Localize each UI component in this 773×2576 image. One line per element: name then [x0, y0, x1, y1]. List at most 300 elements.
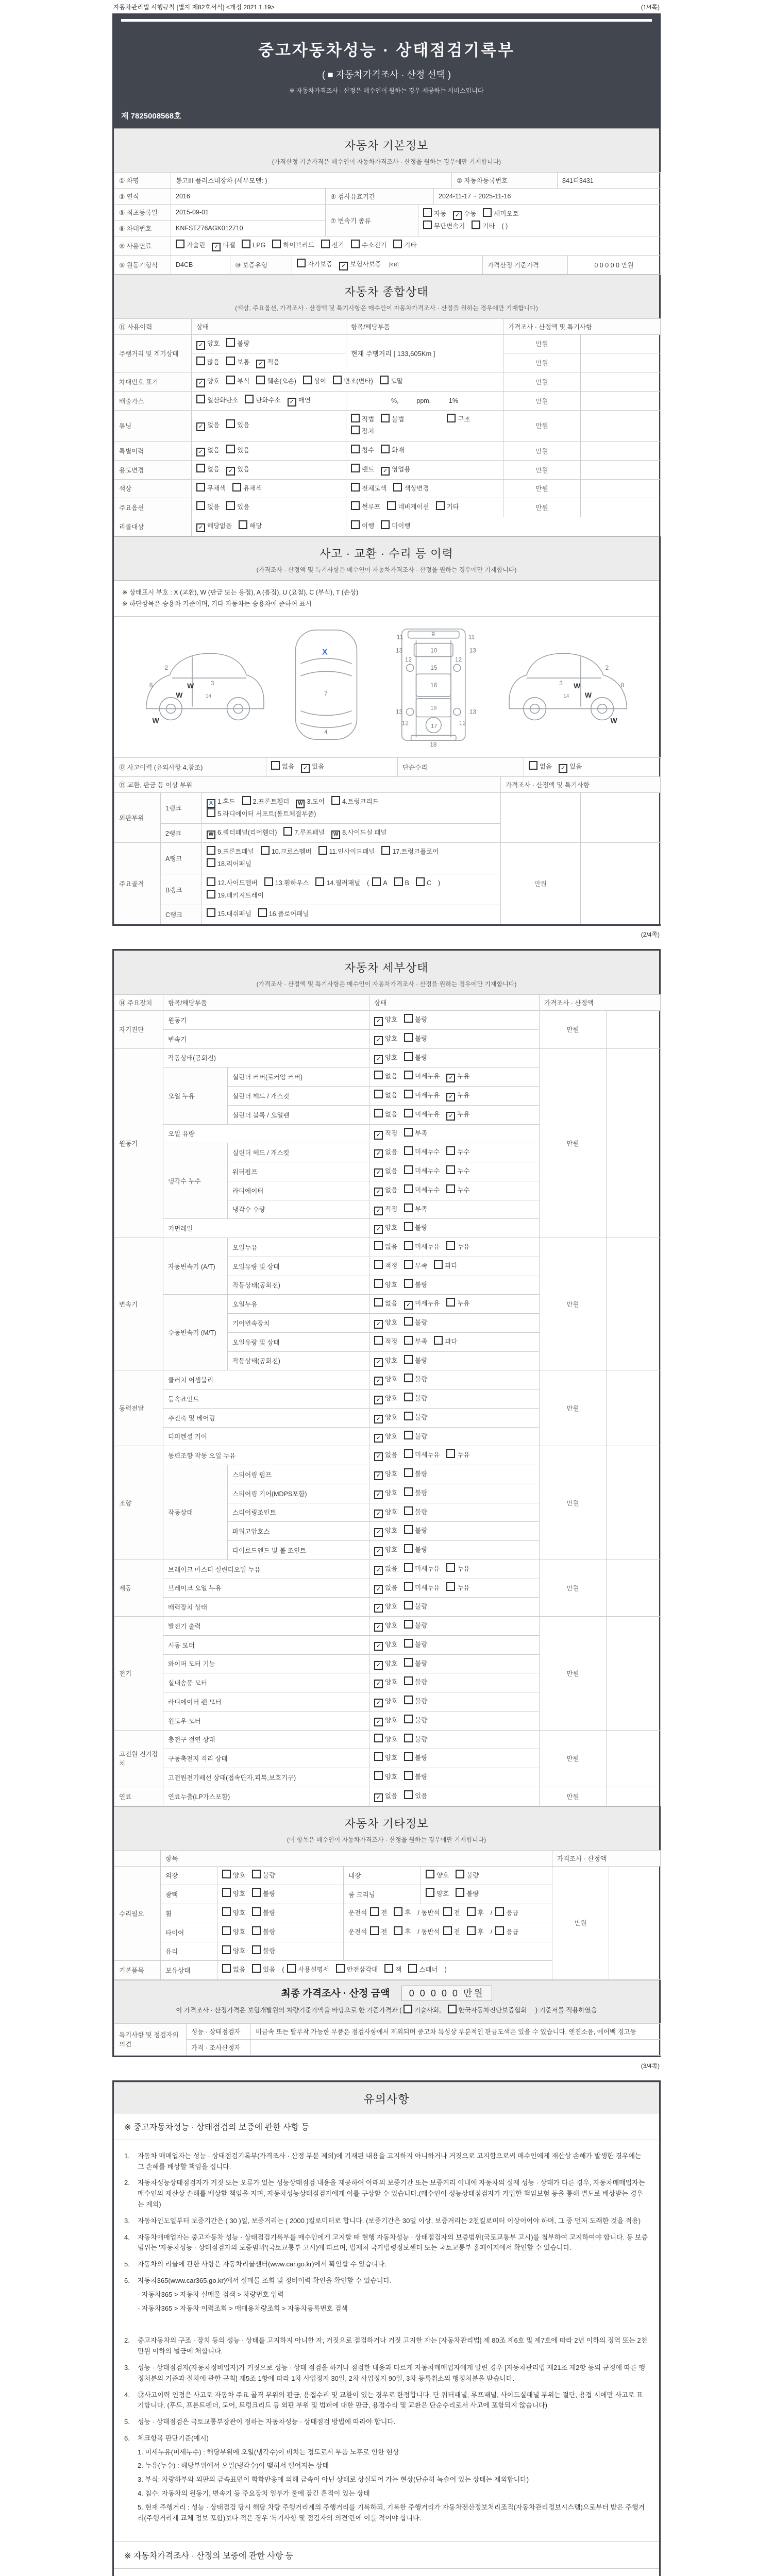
basic-info-row-1 [114, 172, 661, 189]
checkbox-label: 과다 [445, 1337, 458, 1345]
checkbox[interactable] [351, 464, 360, 472]
checkbox-label: 유채색 [243, 484, 262, 492]
checkbox[interactable] [207, 846, 215, 855]
checkbox[interactable]: ✓ [446, 1074, 455, 1082]
checkbox[interactable] [252, 1907, 261, 1916]
checkbox[interactable]: ✓ [196, 379, 205, 387]
checkbox[interactable] [261, 846, 270, 855]
checkbox[interactable] [446, 1184, 455, 1193]
checkbox[interactable] [443, 1907, 452, 1916]
checkbox[interactable] [404, 1715, 413, 1723]
checkbox-option [226, 464, 249, 476]
svg-text:3: 3 [559, 679, 563, 687]
checkbox[interactable] [196, 357, 205, 365]
checkbox[interactable] [381, 445, 390, 453]
checkbox-label: 잭 [395, 1966, 402, 1974]
checkbox-option [297, 259, 332, 271]
checkbox[interactable] [456, 1888, 464, 1897]
checkbox[interactable]: ✓ [374, 1528, 383, 1537]
checkbox[interactable] [394, 1907, 402, 1916]
checkbox[interactable] [404, 1109, 413, 1117]
checkbox[interactable] [318, 846, 327, 855]
checkbox[interactable]: ✓ [226, 467, 235, 476]
checkbox[interactable]: W [296, 800, 305, 808]
checkbox-label: 불량 [415, 1527, 428, 1535]
checkbox-option [423, 208, 446, 221]
checkbox[interactable] [404, 1184, 413, 1193]
checkbox-option [404, 1374, 427, 1386]
label-cell: 주요골격 [114, 843, 161, 924]
checkbox[interactable] [404, 1506, 413, 1515]
checkbox[interactable] [264, 877, 273, 886]
label-fuel: ⑧ 사용연료 [114, 236, 171, 256]
checkbox[interactable] [446, 1449, 455, 1458]
status-cell [217, 1923, 344, 1942]
checkbox-label: 양호 [385, 1508, 398, 1516]
checkbox[interactable] [436, 501, 445, 510]
checkbox[interactable] [315, 877, 324, 886]
checkbox[interactable] [252, 1870, 261, 1878]
text-token: / 동반석 [417, 1928, 440, 1936]
checkbox[interactable] [404, 2005, 412, 2013]
label-inspection-period: ④ 검사유효기간 [326, 189, 434, 205]
checkbox[interactable] [404, 1146, 413, 1155]
status-cell [369, 1446, 540, 1465]
checkbox[interactable]: ✓ [374, 1149, 383, 1158]
checkbox[interactable] [258, 908, 267, 917]
checkbox[interactable] [333, 376, 342, 384]
checkbox[interactable] [245, 395, 254, 403]
checkbox[interactable] [404, 1752, 413, 1761]
checkbox-label: 불량 [263, 1928, 276, 1936]
checkbox[interactable] [351, 501, 360, 510]
status-cell [369, 1635, 540, 1654]
checkbox[interactable] [374, 1336, 383, 1345]
checkbox[interactable]: ✓ [374, 1718, 383, 1726]
checkbox-label: 4.트렁크리드 [342, 798, 379, 805]
checkbox[interactable]: ✓ [374, 1623, 383, 1632]
checkbox[interactable]: ✓ [374, 1168, 383, 1177]
checkbox-option [416, 877, 431, 890]
checkbox[interactable] [404, 1468, 413, 1477]
checkbox[interactable] [381, 414, 390, 422]
checkbox[interactable]: ✓ [404, 1301, 413, 1310]
checkbox[interactable]: ✓ [374, 1471, 383, 1480]
checkbox[interactable] [252, 1888, 261, 1897]
checkbox[interactable] [404, 1071, 413, 1079]
checkbox[interactable] [404, 1033, 413, 1042]
checkbox[interactable]: ✓ [559, 764, 567, 773]
checkbox-option [374, 1014, 397, 1026]
checkbox-option [404, 1525, 427, 1537]
checkbox[interactable] [446, 1146, 455, 1155]
checkbox[interactable] [434, 1336, 443, 1345]
table-row [114, 1560, 661, 1579]
checkbox[interactable]: ✓ [374, 1604, 383, 1613]
checkbox[interactable] [226, 419, 235, 428]
status-cell [369, 1011, 540, 1030]
checkbox[interactable] [374, 1241, 383, 1250]
checkbox[interactable] [351, 414, 360, 422]
checkbox[interactable] [207, 908, 215, 917]
checkbox[interactable]: ✓ [196, 448, 205, 456]
checkbox[interactable] [404, 1317, 413, 1326]
checkbox-label: 전 [381, 1928, 388, 1936]
label-cell: 변속기 [163, 1029, 369, 1048]
checkbox[interactable] [447, 414, 456, 422]
checkbox[interactable] [404, 1582, 413, 1591]
checkbox[interactable] [404, 1090, 413, 1098]
checkbox[interactable] [404, 1525, 413, 1534]
checkbox[interactable] [434, 1260, 443, 1269]
value-cell: 만원 [503, 460, 581, 479]
checkbox-option [196, 445, 220, 457]
checkbox[interactable] [226, 376, 235, 384]
checkbox[interactable]: ✓ [381, 467, 390, 476]
checkbox[interactable] [252, 1926, 261, 1935]
checkbox[interactable] [495, 1907, 504, 1916]
checkbox[interactable]: ✓ [374, 1377, 383, 1385]
svg-text:7: 7 [324, 689, 328, 697]
checkbox[interactable]: ✓ [288, 398, 296, 406]
checkbox[interactable]: ✓ [374, 1642, 383, 1651]
checkbox[interactable] [404, 1696, 413, 1704]
label-cell: 동력전달 [114, 1370, 163, 1446]
checkbox-label: 스패너 [419, 1966, 438, 1974]
warranty-options [292, 255, 483, 274]
checkbox-option [283, 827, 325, 839]
checkbox[interactable]: ✓ [256, 360, 265, 368]
notice-item [124, 2363, 649, 2384]
checkbox[interactable]: ✓ [212, 243, 221, 251]
checkbox[interactable] [404, 1771, 413, 1780]
checkbox[interactable]: W [331, 831, 340, 839]
checkbox[interactable] [404, 1374, 413, 1382]
checkbox-label: 없음 [207, 465, 220, 473]
checkbox[interactable]: ✓ [374, 1207, 383, 1215]
checkbox[interactable]: ✓ [196, 523, 205, 532]
section-subtitle: (가격산정 기준가격은 매수인이 자동차가격조사 · 산정을 원하는 경우에만 기재합니다) [272, 158, 501, 165]
checkbox[interactable] [222, 1907, 231, 1916]
checkbox[interactable] [404, 1734, 413, 1742]
checkbox[interactable] [351, 483, 360, 492]
checkbox[interactable] [226, 445, 235, 453]
checkbox[interactable] [404, 1222, 413, 1231]
checkbox[interactable] [370, 1926, 379, 1935]
checkbox[interactable]: ✓ [374, 1036, 383, 1045]
status-cell [369, 1124, 540, 1143]
value-cell [344, 1942, 552, 1961]
checkbox[interactable] [456, 1870, 464, 1878]
checkbox[interactable] [404, 1279, 413, 1288]
checkbox-label: 15.대쉬패널 [217, 910, 251, 918]
checkbox[interactable] [374, 1109, 383, 1117]
checkbox[interactable]: ✓ [374, 1661, 383, 1670]
checkbox[interactable] [374, 1279, 383, 1288]
checkbox[interactable] [483, 208, 492, 217]
checkbox[interactable] [303, 376, 312, 384]
checkbox[interactable] [426, 1870, 434, 1878]
checkbox[interactable] [404, 1336, 413, 1345]
checkbox[interactable] [472, 221, 480, 229]
value-cell: 만원 [503, 391, 581, 410]
checkbox[interactable]: ✓ [446, 1093, 455, 1101]
checkbox-label: 양호 [385, 1698, 398, 1705]
checkbox[interactable] [196, 464, 205, 472]
checkbox[interactable]: ✓ [374, 1055, 383, 1064]
status-cell [369, 1749, 540, 1768]
checkbox[interactable] [272, 240, 281, 248]
status-cell [202, 843, 501, 874]
checkbox[interactable]: ✓ [339, 262, 348, 270]
checkbox[interactable]: ✓ [374, 1547, 383, 1556]
checkbox[interactable] [416, 877, 425, 886]
checkbox[interactable] [242, 796, 251, 805]
detail-state-table [114, 994, 661, 1806]
checkbox[interactable] [232, 483, 241, 492]
checkbox[interactable] [394, 877, 403, 886]
checkbox[interactable] [426, 1888, 434, 1897]
checkbox[interactable]: ✓ [374, 1680, 383, 1688]
checkbox[interactable] [529, 761, 537, 770]
checkbox[interactable] [423, 221, 432, 229]
checkbox[interactable] [394, 1926, 402, 1935]
checkbox-label: 과다 [445, 1262, 458, 1269]
checkbox[interactable] [404, 1544, 413, 1553]
checkbox[interactable] [226, 501, 235, 510]
checkbox-option [370, 1926, 387, 1939]
checkbox[interactable] [423, 208, 432, 217]
checkbox-option [404, 1279, 427, 1292]
checkbox[interactable] [372, 877, 381, 886]
checkbox[interactable] [207, 808, 215, 817]
label-warranty-type: ⑩ 보증유형 [230, 255, 292, 274]
checkbox[interactable] [226, 357, 235, 365]
checkbox[interactable]: ✓ [374, 1131, 383, 1140]
checkbox[interactable] [222, 1888, 231, 1897]
checkbox[interactable]: ✓ [374, 1699, 383, 1707]
checkbox[interactable] [404, 1658, 413, 1667]
checkbox[interactable] [207, 858, 215, 867]
checkbox[interactable]: ✓ [374, 1396, 383, 1404]
label-transmission: ⑦ 변속기 종류 [326, 205, 418, 236]
checkbox[interactable] [222, 1964, 231, 1973]
status-cell [369, 1654, 540, 1673]
checkbox[interactable] [384, 1964, 393, 1973]
checkbox[interactable] [222, 1870, 231, 1878]
checkbox[interactable] [404, 1563, 413, 1572]
checkbox[interactable] [207, 877, 215, 886]
checkbox[interactable] [404, 1487, 413, 1496]
checkbox[interactable] [495, 1926, 504, 1935]
svg-text:8: 8 [149, 681, 153, 689]
checkbox-option [374, 1790, 397, 1803]
checkbox-label: 기타 [446, 503, 459, 511]
checkbox[interactable] [196, 483, 205, 492]
checkbox-option [423, 221, 465, 233]
checkbox[interactable]: ✓ [196, 341, 205, 350]
checkbox[interactable] [467, 1907, 476, 1916]
checkbox[interactable] [387, 501, 396, 510]
checkbox-option [196, 464, 220, 476]
label-cell: 가격조사 · 산정액 [552, 1850, 661, 1866]
checkbox[interactable] [381, 846, 390, 855]
checkbox[interactable] [374, 1734, 383, 1742]
checkbox[interactable] [404, 1128, 413, 1137]
notice-item-text: 자동차매매업자는 중고자동차 성능 · 상태점검기록부를 매수인에게 고지할 때 현행 자동차성능 · 상태점검자의 보증범위(국토교통부 고시)를 첨부하여 고지하여야 합니다. 동 보증범위는 '자동차성능 · 상태점검자의 보증범위'(국토교통부 고시)에 따르며, 법제처 국가법령정보센터 또는 국토교통부 홈페이지에서 확인할 수 있습니다. [138, 2233, 648, 2252]
checkbox[interactable] [404, 1449, 413, 1458]
notice-list-c [114, 2569, 659, 2576]
checkbox[interactable] [404, 1412, 413, 1420]
checkbox[interactable]: X [207, 799, 215, 808]
checkbox-option [226, 501, 249, 514]
value-cell [581, 334, 661, 353]
checkbox[interactable] [370, 1907, 379, 1916]
checkbox[interactable] [287, 1964, 296, 1973]
checkbox[interactable] [271, 761, 280, 770]
checkbox[interactable] [321, 240, 330, 248]
checkbox[interactable]: ✓ [374, 1585, 383, 1594]
checkbox[interactable] [404, 1355, 413, 1364]
checkbox[interactable] [446, 1241, 455, 1250]
checkbox[interactable]: ✓ [453, 211, 462, 220]
checkbox[interactable] [380, 376, 389, 384]
checkbox[interactable] [331, 796, 340, 805]
value-cell: 만원 [503, 442, 581, 461]
checkbox-label: 양호 [233, 1909, 246, 1917]
checkbox[interactable] [404, 1620, 413, 1629]
checkbox[interactable]: ✓ [374, 1452, 383, 1461]
checkbox[interactable] [404, 1260, 413, 1269]
checkbox[interactable] [446, 1582, 455, 1591]
checkbox[interactable] [252, 1964, 261, 1973]
checkbox[interactable]: ✓ [374, 1793, 383, 1802]
checkbox[interactable] [374, 1071, 383, 1079]
checkbox[interactable]: W [207, 831, 215, 839]
checkbox[interactable] [448, 2005, 457, 2013]
checkbox[interactable] [404, 1601, 413, 1609]
checkbox[interactable] [374, 1298, 383, 1307]
checkbox[interactable] [404, 1431, 413, 1439]
checkbox-label: 부식 [237, 378, 250, 385]
checkbox-option [207, 796, 236, 808]
checkbox[interactable]: ✓ [374, 1358, 383, 1367]
checkbox[interactable] [207, 890, 215, 899]
checkbox[interactable] [408, 1964, 417, 1973]
checkbox-label: 불량 [237, 340, 250, 347]
checkbox-option [404, 1184, 440, 1197]
checkbox[interactable]: ✓ [374, 1188, 383, 1196]
checkbox[interactable] [252, 1945, 261, 1954]
checkbox-label: 양호 [385, 1054, 398, 1061]
checkbox[interactable] [404, 1052, 413, 1061]
label-cell: 라디에이터 팬 모터 [163, 1692, 369, 1711]
checkbox[interactable] [297, 259, 306, 267]
checkbox[interactable] [226, 338, 235, 347]
checkbox[interactable] [446, 1298, 455, 1307]
checkbox-label: 불량 [415, 1489, 428, 1497]
checkbox-option [196, 520, 232, 533]
checkbox[interactable] [393, 483, 402, 492]
checkbox[interactable] [374, 1260, 383, 1269]
checkbox[interactable] [404, 1165, 413, 1174]
checkbox[interactable] [239, 520, 247, 529]
checkbox[interactable] [443, 1926, 452, 1935]
checkbox-option [374, 1715, 397, 1727]
checkbox[interactable] [446, 1165, 455, 1174]
checkbox-option [404, 1676, 427, 1689]
checkbox[interactable] [404, 1639, 413, 1648]
checkbox[interactable]: ✓ [374, 1225, 383, 1234]
checkbox-option [351, 426, 374, 438]
checkbox[interactable]: ✓ [374, 1017, 383, 1026]
checkbox[interactable]: ✓ [374, 1510, 383, 1518]
label-cell: 2랭크 [161, 824, 202, 843]
checkbox[interactable]: ✓ [446, 1112, 455, 1121]
checkbox[interactable] [242, 240, 250, 248]
label-cell: 작동상태(공회전) [228, 1276, 369, 1295]
checkbox[interactable]: ✓ [374, 1415, 383, 1423]
checkbox[interactable] [351, 426, 360, 434]
table-row [114, 2039, 661, 2055]
label-first-reg: ⑤ 최초등록일 [114, 205, 171, 221]
value-cell: 만원 [540, 1011, 607, 1049]
checkbox[interactable] [446, 1563, 455, 1572]
checkbox[interactable] [404, 1014, 413, 1023]
checkbox[interactable] [381, 520, 390, 529]
checkbox[interactable] [404, 1241, 413, 1250]
checkbox-option [394, 1907, 411, 1920]
status-cell [344, 1923, 552, 1942]
checkbox[interactable] [374, 1771, 383, 1780]
status-cell [369, 1503, 540, 1522]
checkbox[interactable] [336, 1964, 345, 1973]
checkbox[interactable] [222, 1945, 231, 1954]
checkbox[interactable]: ✓ [374, 1566, 383, 1575]
checkbox[interactable]: ✓ [301, 764, 310, 773]
checkbox[interactable] [404, 1676, 413, 1685]
checkbox[interactable] [467, 1926, 476, 1935]
status-cell [369, 1598, 540, 1617]
checkbox[interactable] [404, 1393, 413, 1401]
checkbox[interactable] [351, 520, 360, 529]
checkbox-option [351, 464, 374, 476]
checkbox-option [258, 908, 309, 921]
checkbox-option [226, 338, 249, 350]
checkbox[interactable] [351, 240, 360, 248]
checkbox[interactable] [404, 1204, 413, 1212]
checkbox-option [446, 1184, 469, 1197]
checkbox[interactable] [283, 827, 292, 836]
checkbox[interactable] [404, 1790, 413, 1799]
checkbox[interactable] [351, 445, 360, 453]
checkbox[interactable] [374, 1090, 383, 1098]
status-cell [346, 479, 503, 498]
checkbox[interactable]: ✓ [374, 1320, 383, 1329]
checkbox[interactable]: ✓ [196, 422, 205, 431]
checkbox[interactable]: ✓ [374, 1490, 383, 1499]
checkbox[interactable] [176, 240, 184, 248]
checkbox[interactable] [393, 240, 402, 248]
label-cell: 스티어링 기어(MDPS포함) [228, 1484, 369, 1503]
checkbox[interactable] [222, 1926, 231, 1935]
checkbox[interactable] [374, 1752, 383, 1761]
notice-item [124, 2390, 649, 2412]
checkbox[interactable] [196, 501, 205, 510]
checkbox[interactable] [196, 395, 205, 403]
checkbox[interactable] [256, 376, 265, 384]
checkbox[interactable]: ✓ [374, 1434, 383, 1443]
